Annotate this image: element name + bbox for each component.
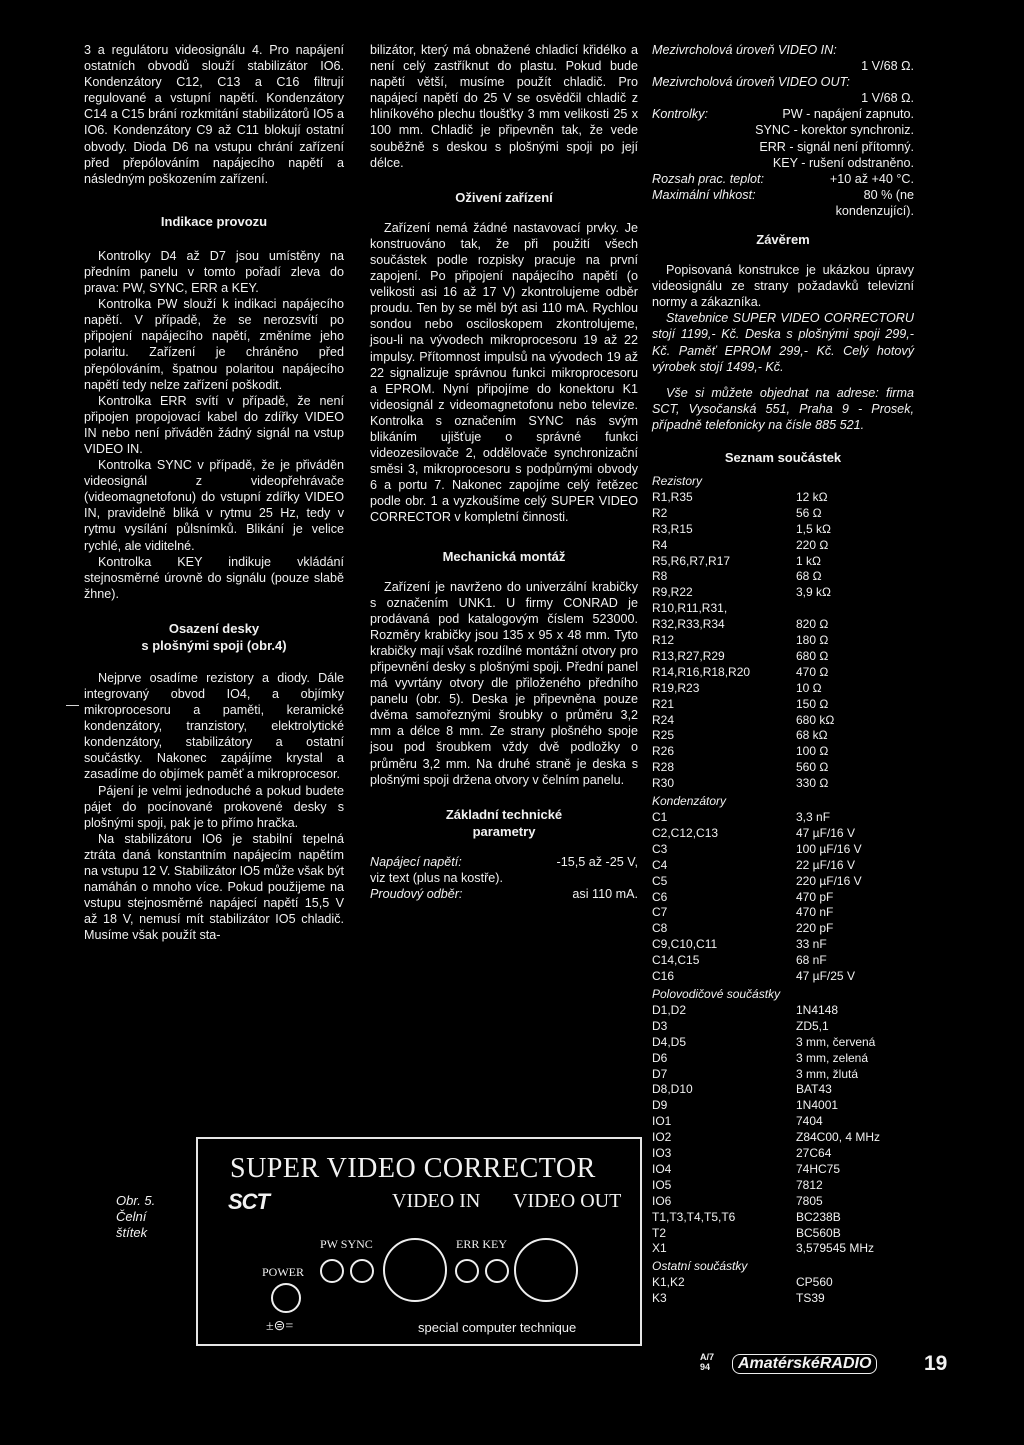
parts-row — [652, 953, 914, 969]
parts-row — [652, 1241, 914, 1257]
part-designator: R12 — [652, 633, 675, 648]
spec-row — [652, 171, 914, 187]
part-value: 180 Ω — [796, 633, 829, 648]
part-designator: K3 — [652, 1291, 667, 1306]
panel-logo: SCT — [228, 1189, 269, 1214]
parts-row — [652, 921, 914, 937]
parts-row — [652, 1003, 914, 1019]
parts-row — [652, 1210, 914, 1226]
parts-row — [652, 969, 914, 985]
page-number: 19 — [924, 1352, 948, 1375]
part-designator: C6 — [652, 889, 668, 904]
part-value: 220 Ω — [796, 537, 829, 552]
part-value: 820 Ω — [796, 617, 829, 632]
part-designator: C1 — [652, 810, 668, 824]
parts-row — [652, 522, 914, 538]
parts-row — [652, 1291, 914, 1307]
part-value: 56 Ω — [796, 505, 822, 520]
parts-row — [652, 1051, 914, 1067]
part-designator: IO2 — [652, 1130, 672, 1145]
part-designator: R9,R22 — [652, 585, 693, 600]
part-value: 470 nF — [796, 905, 834, 920]
part-value: 220 pF — [796, 921, 834, 936]
part-value: 470 pF — [796, 889, 834, 904]
part-value: 3,9 kΩ — [796, 585, 831, 600]
led-err — [455, 1259, 479, 1283]
parts-row — [652, 1067, 914, 1083]
part-designator: D1,D2 — [652, 1002, 687, 1017]
paragraph: Zařízení je navrženo do univerzální krabičky s označením UNK1. U firmy CONRAD je prodávaná pod katalogovým číslem 523000. Rozměry krabičky jsou 135 x 95 x 48 mm. Tyto krabičky mají však rozdílné montážní otvory pro připevnění desky s plošnými spoji. Přední panel má vyvrtány otvory dle přiloženého předního panelu (obr. 5). Deska je připevněna pouze dvěma samořeznými šroubky o průměru 3,2 mm a délce 8 mm. Ze strany plošného spoje jsou pod šroubkem vždy dvě podložky o průměru 3,2 mm. Na druhé straně je deska s plošnými spoji držena otvory v čelním panelu. — [370, 579, 638, 787]
parts-row — [652, 538, 914, 554]
part-value: 1 kΩ — [796, 553, 821, 568]
part-value: BAT43 — [796, 1082, 832, 1097]
part-designator: C7 — [652, 905, 668, 920]
margin-dash: — — [66, 697, 79, 712]
part-designator: D9 — [652, 1098, 668, 1113]
parts-row — [652, 1035, 914, 1051]
heading-line: parametry — [472, 823, 536, 839]
spec-row — [652, 106, 914, 122]
part-value: 220 µF/16 V — [796, 873, 862, 888]
parts-category: Polovodičové součástky — [652, 986, 781, 1001]
parts-row — [652, 665, 914, 681]
part-designator: IO5 — [652, 1177, 672, 1192]
part-value: 27C64 — [796, 1146, 832, 1161]
parts-row — [652, 713, 914, 729]
part-value: 68 nF — [796, 953, 827, 968]
part-value: CP560 — [796, 1275, 833, 1290]
parts-row — [652, 697, 914, 713]
spec-key: Rozsah prac. teplot: — [652, 171, 765, 186]
parts-row — [652, 554, 914, 570]
part-value: 1N4148 — [796, 1002, 839, 1017]
parts-row — [652, 1098, 914, 1114]
parts-row — [652, 890, 914, 906]
part-designator: R13,R27,R29 — [652, 648, 725, 663]
panel-err-key-label: ERR KEY — [456, 1237, 507, 1251]
part-value: 3 mm, žlutá — [796, 1066, 859, 1081]
part-value: 7812 — [796, 1177, 823, 1192]
part-designator: R28 — [652, 760, 675, 775]
part-value: 7404 — [796, 1114, 823, 1129]
paragraph: Pájení je velmi jednoduché a pokud budete pájet do pocínované prokovené desky s plošnými spoji, pak je to přímo hračka. — [84, 783, 344, 830]
heading-zaverem: Závěrem — [756, 232, 810, 248]
power-jack — [271, 1283, 301, 1313]
parts-row — [652, 617, 914, 633]
parts-row — [652, 649, 914, 665]
part-value: Z84C00, 4 MHz — [796, 1130, 881, 1145]
part-designator: C9,C10,C11 — [652, 937, 718, 952]
heading-oziveni: Oživení zařízení — [455, 189, 553, 205]
magazine-logo: AmatérskéRADIO — [732, 1354, 877, 1374]
part-designator: C3 — [652, 841, 668, 856]
spec-value: ERR - signál není přítomný. — [759, 139, 914, 154]
parts-category: Ostatní součástky — [652, 1259, 748, 1274]
parts-row — [652, 1019, 914, 1035]
part-designator: R25 — [652, 728, 675, 743]
parts-row — [652, 810, 914, 826]
paragraph: Kontrolka ERR svítí v případě, že není připojen propojovací kabel do zdířky VIDEO IN nebo není přiváděn žádný signál na vstup VIDEO IN. — [84, 393, 344, 456]
parts-row — [652, 1146, 914, 1162]
parts-row — [652, 937, 914, 953]
part-designator: X1 — [652, 1241, 667, 1256]
parts-row — [652, 842, 914, 858]
part-value: 3,3 nF — [796, 810, 831, 824]
part-designator: D4,D5 — [652, 1034, 687, 1049]
part-value: 560 Ω — [796, 760, 829, 775]
parts-row — [652, 1226, 914, 1242]
part-value: 470 Ω — [796, 664, 829, 679]
led-key — [485, 1259, 509, 1283]
parts-row — [652, 858, 914, 874]
spec-row — [370, 886, 638, 902]
spec-value: +10 až +40 °C. — [829, 171, 914, 186]
parts-category: Rezistory — [652, 473, 703, 488]
heading-mechanicka: Mechanická montáž — [442, 548, 566, 564]
spec-value: kondenzující). — [835, 203, 914, 218]
part-designator: R14,R16,R18,R20 — [652, 664, 751, 679]
spec-key: Kontrolky: — [652, 107, 708, 122]
parts-row — [652, 1114, 914, 1130]
issue-number — [700, 1352, 714, 1372]
part-designator: R24 — [652, 712, 675, 727]
video-out-jack — [514, 1238, 578, 1302]
caption-line: štítek — [116, 1225, 148, 1240]
part-designator: R32,R33,R34 — [652, 617, 725, 632]
spec-value: 80 % (ne — [863, 187, 914, 202]
figure-caption — [116, 1193, 155, 1241]
part-designator: IO6 — [652, 1193, 672, 1208]
video-in-jack — [383, 1238, 447, 1302]
heading-line: Osazení desky — [168, 620, 260, 636]
paragraph: Popisovaná konstrukce je ukázkou úpravy videosignálu ze strany požadavků televizní normy a zákazníka. — [652, 263, 914, 310]
parts-row — [652, 633, 914, 649]
part-designator: R26 — [652, 744, 675, 759]
spec-key: Mezivrcholová úroveň VIDEO IN: — [652, 43, 837, 57]
part-designator: D7 — [652, 1066, 668, 1081]
parts-row — [652, 1178, 914, 1194]
heading-line: Základní technické — [445, 806, 563, 822]
spec-row — [652, 187, 914, 203]
part-value: 47 µF/16 V — [796, 825, 855, 840]
part-value: 7805 — [796, 1193, 823, 1208]
parts-row — [652, 1194, 914, 1210]
column-2 — [370, 42, 638, 902]
column-3 — [652, 42, 914, 1307]
part-value: 1,5 kΩ — [796, 521, 831, 536]
spec-value: asi 110 mA. — [572, 886, 638, 901]
part-designator: C5 — [652, 873, 668, 888]
part-designator: R2 — [652, 505, 668, 520]
part-value: 12 kΩ — [796, 489, 828, 504]
part-value: 100 Ω — [796, 744, 829, 759]
spec-key: Mezivrcholová úroveň VIDEO OUT: — [652, 75, 850, 90]
heading-line: s plošnými spoji (obr.4) — [141, 637, 287, 653]
paragraph: Na stabilizátoru IO6 je stabilní tepelná ztráta daná konstantním napájecím napětím na vstupu 12 V. Stabilizátor IO5 může však být namáhán o mnoho více. Pokud použijeme na vstupu stejnosměrné napájecí napětí 15,5 V až 18 V, nemusí mít stabilizátor IO5 chladič. Musíme však použít sta- — [84, 831, 344, 943]
paragraph: Nejprve osadíme rezistory a diody. Dále integrovaný obvod IO4, a objímky mikroprocesoru a paměti, keramické kondenzátory, tranzistory, elektrolytické kondenzátory, stabilizátory a ostatní součástky. Nakonec zapájíme krystal a zasadíme do objímek paměť a mikroprocesor. — [84, 670, 344, 782]
spec-value: PW - napájení zapnuto. — [782, 107, 914, 122]
part-designator: C2,C12,C13 — [652, 825, 719, 840]
part-value: 68 Ω — [796, 569, 822, 584]
parts-row — [652, 1162, 914, 1178]
caption-line: Obr. 5. — [116, 1193, 156, 1208]
part-designator: R19,R23 — [652, 680, 700, 695]
panel-tagline: special computer technique — [418, 1320, 577, 1335]
issue-bottom: 94 — [700, 1362, 711, 1372]
heading-seznam: Seznam součástek — [724, 449, 842, 465]
part-value: 10 Ω — [796, 680, 822, 695]
issue-top: A/7 — [700, 1352, 715, 1362]
parts-row — [652, 506, 914, 522]
part-value: 68 kΩ — [796, 728, 828, 743]
spec-value: -15,5 až -25 V, — [556, 854, 638, 869]
paragraph: Zařízení nemá žádné nastavovací prvky. Je konstruováno tak, že při použití všech součástek podle rozpisky pracuje na první zapojení. Po připojení napájecího napětí (o velikosti asi 16 až 17 V) zkontrolujeme odběr proudu. Ten by se měl být asi 110 mA. Rychlou sondou nebo osciloskopem zkontrolujeme, jsou-li na vývodech mikroprocesoru 19 až 22 impulsy. Přítomnost impulsů na vývodech 19 až 22 signalizuje správnou funkci mikroprocesoru a EPROM. Nyní připojíme do konektoru K1 videosignál z videomagnetofonu nebo televize. Kontrolka s označením SYNC nás svým blikáním ujišťuje o správné funkci videozesilovače 2, oddělovače synchronizační směsi 3, mikroprocesoru s podpůrnými obvody 6 a portu 7. Nakonec zapojíme celý řetězec podle obr. 1 a vyzkoušíme celý SUPER VIDEO CORRECTOR v kompletní činnosti. — [370, 220, 638, 525]
part-value: TS39 — [796, 1291, 825, 1306]
part-designator: R30 — [652, 776, 675, 791]
parts-row — [652, 728, 914, 744]
caption-line: Čelní — [116, 1209, 147, 1224]
paragraph: Vše si můžete objednat na adrese: firma SCT, Vysočanská 551, Praha 9 - Prosek, případně telefonicky na čísle 885 521. — [652, 385, 914, 432]
heading-indikace: Indikace provozu — [160, 213, 268, 229]
part-designator: R21 — [652, 696, 675, 711]
part-value: ZD5,1 — [796, 1018, 829, 1033]
part-value: 3 mm, červená — [796, 1034, 876, 1049]
part-designator: K1,K2 — [652, 1275, 685, 1290]
spec-key: Proudový odběr: — [370, 886, 463, 901]
part-designator: C8 — [652, 921, 668, 936]
column-1 — [84, 42, 344, 944]
part-designator: IO1 — [652, 1114, 672, 1129]
panel-pw-sync-label: PW SYNC — [320, 1237, 373, 1251]
part-designator: D8,D10 — [652, 1082, 693, 1097]
led-pw — [320, 1259, 344, 1283]
spec-value: 1 V/68 Ω. — [861, 91, 914, 106]
part-designator: R1,R35 — [652, 489, 693, 504]
part-value: 680 Ω — [796, 648, 829, 663]
part-designator: R5,R6,R7,R17 — [652, 553, 731, 568]
parts-row — [652, 681, 914, 697]
part-value: 47 µF/25 V — [796, 969, 855, 984]
paragraph: Kontrolka SYNC v případě, že je přiváděn videosignál z videopřehrávače (videomagnetofonu) do vstupní zdířky VIDEO IN, pravidelně bliká v rytmu 25 Hz, tedy v rytmu vysílání půlsnímků. Blikání je velice rychlé, ale viditelné. — [84, 458, 344, 553]
paragraph: Kontrolky D4 až D7 jsou umístěny na předním panelu v tomto pořadí zleva do prava: PW, SYNC, ERR a KEY. — [84, 248, 344, 296]
panel-title: SUPER VIDEO CORRECTOR — [230, 1153, 596, 1184]
led-sync — [350, 1259, 374, 1283]
part-designator: R8 — [652, 569, 668, 584]
spec-value: SYNC - korektor synchroniz. — [755, 123, 914, 138]
part-designator: R10,R11,R31, — [652, 601, 728, 616]
paragraph: Kontrolka KEY indikuje vkládání stejnosměrné úrovně do signálu (pouze slabě žhne). — [84, 554, 344, 601]
part-designator: T1,T3,T4,T5,T6 — [652, 1209, 736, 1224]
part-value: 33 nF — [796, 937, 827, 952]
spec-key: Maximální vlhkost: — [652, 187, 756, 202]
parts-row — [652, 601, 914, 617]
part-designator: D6 — [652, 1050, 668, 1065]
part-designator: IO3 — [652, 1146, 672, 1161]
part-value: 22 µF/16 V — [796, 857, 855, 872]
part-value: 150 Ω — [796, 696, 829, 711]
parts-row — [652, 776, 914, 792]
spec-value: 1 V/68 Ω. — [861, 59, 914, 74]
paragraph: Kontrolka PW slouží k indikaci napájecího napětí. V případě, že se nerozsvítí po připojení napájecího napětí, změníme jeho polaritu. Zařízení je chráněno před přepólováním, špatnou polaritou napájecího napětí tedy nelze zařízení poškodit. — [84, 297, 344, 392]
parts-row — [652, 1275, 914, 1291]
part-designator: T2 — [652, 1225, 667, 1240]
spec-continuation: viz text (plus na kostře). — [370, 870, 503, 885]
parts-category: Kondenzátory — [652, 794, 727, 809]
ground-symbol-icon: ±⊜= — [266, 1319, 294, 1334]
parts-list — [652, 474, 914, 1307]
part-value: 3,579545 MHz — [796, 1241, 875, 1256]
part-designator: C4 — [652, 857, 668, 872]
part-designator: R3,R15 — [652, 521, 693, 536]
part-designator: IO4 — [652, 1161, 672, 1176]
spec-row — [370, 854, 638, 870]
part-designator: R4 — [652, 537, 668, 552]
part-value: BC560B — [796, 1225, 841, 1240]
parts-row — [652, 905, 914, 921]
part-value: 1N4001 — [796, 1098, 839, 1113]
parts-row — [652, 744, 914, 760]
paragraph: Stavebnice SUPER VIDEO CORRECTORU stojí 1199,- Kč. Deska s plošnými spoji 299,- Kč. Paměť EPROM 299,- Kč. Celý hotový výrobek stojí 1499,- Kč. — [652, 311, 914, 374]
parts-row — [652, 1130, 914, 1146]
part-value: 330 Ω — [796, 776, 829, 791]
part-value: BC238B — [796, 1209, 841, 1224]
part-value: 680 kΩ — [796, 712, 835, 727]
heading-parametry — [370, 806, 638, 840]
paragraph: 3 a regulátoru videosignálu 4. Pro napájení ostatních obvodů slouží stabilizátor IO6. Kondenzátory C12, C13 a C16 filtrují regulované a vstupní napětí. Kondenzátory C14 a C15 brání rozkmitání stabilizátorů IO5 a IO6. Kondenzátory C9 až C11 blokují ostatní obvody. Dioda D6 na vstupu chrání zařízení před přepólováním napájecího napětí a následným poškozením zařízení. — [84, 43, 344, 186]
part-value: 100 µF/16 V — [796, 841, 862, 856]
panel-video-out: VIDEO OUT — [513, 1190, 622, 1212]
paragraph: bilizátor, který má obnažené chladicí křidélko a není celý zastříknut do plastu. Pokud bude napětí větší, musíme použít chladič. Pro napájecí napětí do 25 V se osvědčil chladič z hliníkového plechu tloušťky 3 mm velikosti 25 x 100 mm. Chladič je připevněn tak, že vede souběžně s deskou s plošnými spoji po její délce. — [370, 43, 638, 170]
parts-row — [652, 760, 914, 776]
parts-row — [652, 874, 914, 890]
part-designator: D3 — [652, 1018, 668, 1033]
spec-value: KEY - rušení odstraněno. — [772, 155, 914, 170]
part-designator: C14,C15 — [652, 953, 700, 968]
parts-row — [652, 1082, 914, 1098]
parts-row — [652, 826, 914, 842]
parts-row — [652, 490, 914, 506]
panel-power-label: POWER — [262, 1265, 304, 1279]
parts-row — [652, 569, 914, 585]
heading-osazeni — [84, 620, 344, 654]
spec-key: Napájecí napětí: — [370, 854, 462, 869]
part-designator: C16 — [652, 969, 675, 984]
part-value: 74HC75 — [796, 1161, 841, 1176]
parts-row — [652, 585, 914, 601]
part-value: 3 mm, zelená — [796, 1050, 869, 1065]
panel-video-in: VIDEO IN — [392, 1190, 481, 1212]
